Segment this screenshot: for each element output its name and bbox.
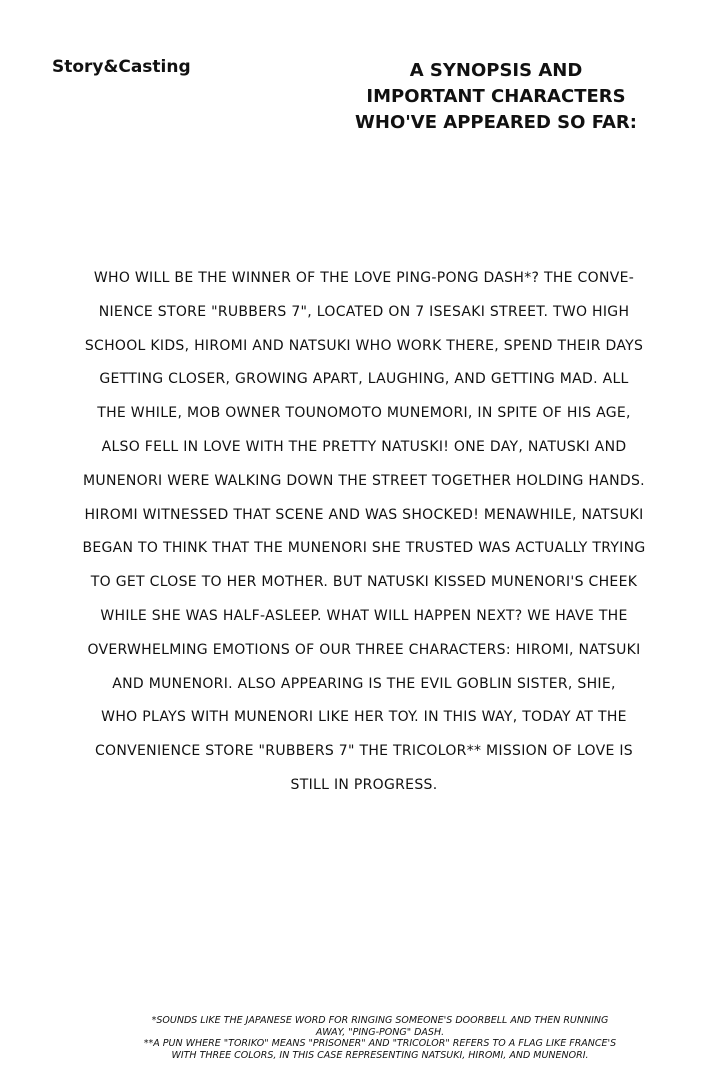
synopsis-line: TO GET CLOSE TO HER MOTHER. BUT NATUSKI KISSED MUNENORI'S CHEEK	[90, 574, 638, 591]
synopsis-text	[30, 262, 698, 803]
synopsis-line: CONVENIENCE STORE "RUBBERS 7" THE TRICOLOR** MISSION OF LOVE IS	[94, 743, 633, 760]
title-line: IMPORTANT CHARACTERS	[366, 86, 626, 107]
synopsis-line: THE WHILE, MOB OWNER TOUNOMOTO MUNEMORI, IN SPITE OF HIS AGE,	[97, 405, 631, 422]
synopsis-line: HIROMI WITNESSED THAT SCENE AND WAS SHOCKED! MENAWHILE, NATSUKI	[84, 506, 644, 523]
footnote-line: WITH THREE COLORS, IN THIS CASE REPRESENTING NATSUKI, HIROMI, AND MUNENORI.	[171, 1049, 589, 1061]
synopsis-line: STILL IN PROGRESS.	[290, 776, 438, 793]
synopsis-line: MUNENORI WERE WALKING DOWN THE STREET TOGETHER HOLDING HANDS.	[83, 472, 645, 489]
title-line: A SYNOPSIS AND	[409, 60, 583, 81]
synopsis-line: SCHOOL KIDS, HIROMI AND NATSUKI WHO WORK THERE, SPEND THEIR DAYS	[84, 337, 644, 354]
synopsis-line: BEGAN TO THINK THAT THE MUNENORI SHE TRUSTED WAS ACTUALLY TRYING	[82, 540, 646, 557]
page-title	[346, 58, 646, 136]
synopsis-line: NIENCE STORE "RUBBERS 7", LOCATED ON 7 ISESAKI STREET. TWO HIGH	[98, 303, 630, 320]
synopsis-line: GETTING CLOSER, GROWING APART, LAUGHING, AND GETTING MAD. ALL	[99, 371, 629, 388]
footnote-line: *SOUNDS LIKE THE JAPANESE WORD FOR RINGING SOMEONE'S DOORBELL AND THEN RUNNING	[151, 1015, 609, 1026]
footnotes	[60, 1015, 700, 1061]
synopsis-line: AND MUNENORI. ALSO APPEARING IS THE EVIL GOBLIN SISTER, SHIE,	[112, 675, 616, 692]
synopsis-line: WHO WILL BE THE WINNER OF THE LOVE PING-PONG DASH*? THE CONVE-	[93, 270, 635, 286]
footnote-line: **A PUN WHERE "TORIKO" MEANS "PRISONER" AND "TRICOLOR" REFERS TO A FLAG LIKE FRANCE'S	[143, 1038, 617, 1049]
section-label: Story&Casting	[52, 57, 191, 77]
title-line: WHO'VE APPEARED SO FAR:	[355, 112, 637, 133]
synopsis-line: WHO PLAYS WITH MUNENORI LIKE HER TOY. IN THIS WAY, TODAY AT THE	[101, 709, 627, 726]
synopsis-line: WHILE SHE WAS HALF-ASLEEP. WHAT WILL HAPPEN NEXT? WE HAVE THE	[100, 607, 628, 624]
synopsis-line: ALSO FELL IN LOVE WITH THE PRETTY NATUSKI! ONE DAY, NATUSKI AND	[101, 438, 627, 455]
synopsis-line: OVERWHELMING EMOTIONS OF OUR THREE CHARACTERS: HIROMI, NATSUKI	[87, 641, 641, 658]
footnote-line: AWAY, "PING-PONG" DASH.	[315, 1026, 445, 1038]
